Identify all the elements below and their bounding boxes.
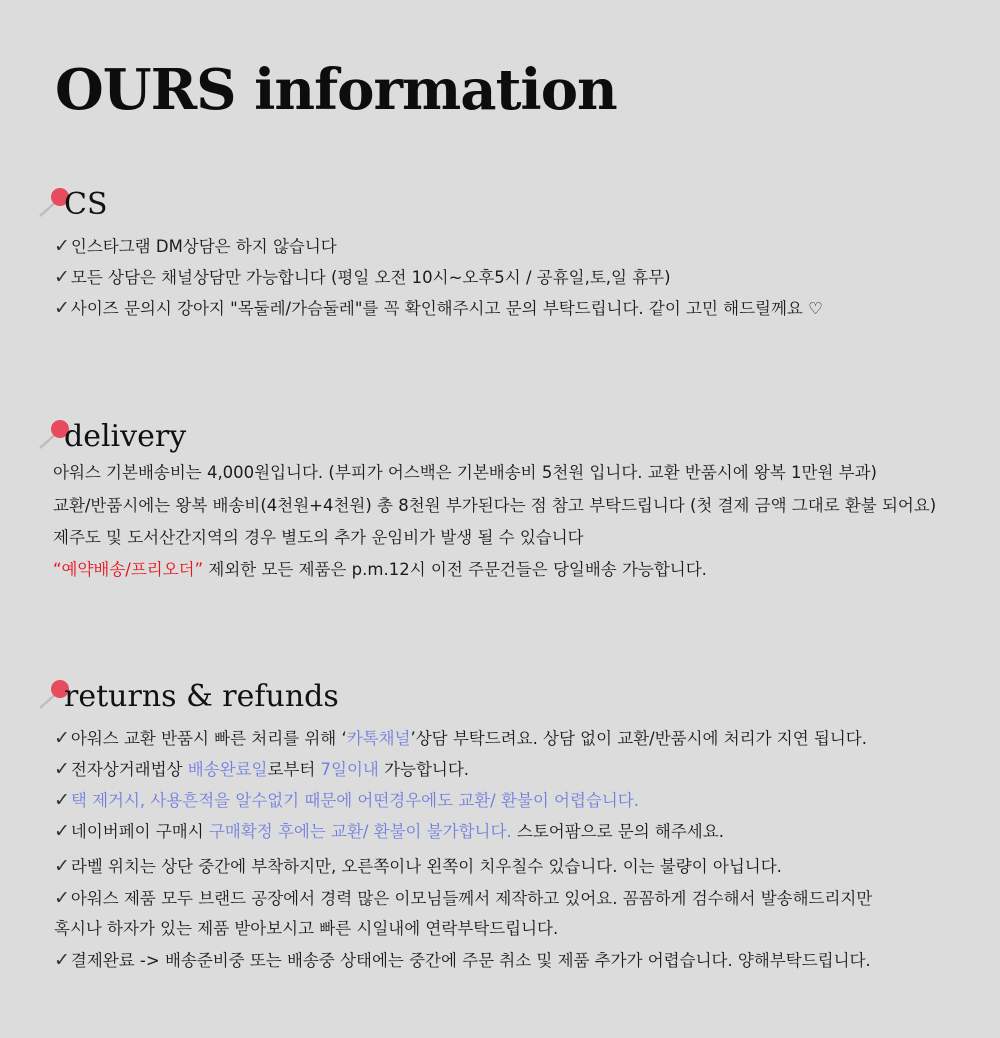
check-icon: ✓	[54, 235, 70, 257]
kakao-channel-text: 카톡채널	[346, 729, 411, 748]
text-line: 아워스 기본배송비는 4,000원입니다. (부피가 어스백은 기본배송비 5천원 입니다. 교환 반품시에 왕복 1만원 부과)	[53, 463, 877, 482]
list-item: ✓인스타그램 DM상담은 하지 않습니다	[54, 235, 337, 257]
highlight-text: “예약배송/프리오더”	[53, 560, 204, 579]
text-line: 제주도 및 도서산간지역의 경우 별도의 추가 운임비가 발생 될 수 있습니다	[53, 528, 584, 547]
text-line: “예약배송/프리오더” 제외한 모든 제품은 p.m.12시 이전 주문건들은 당일배송 가능합니다.	[53, 560, 707, 579]
check-icon: ✓	[54, 855, 70, 877]
list-item: ✓모든 상담은 채널상담만 가능합니다 (평일 오전 10시~오후5시 / 공휴일,토,일 휴무)	[54, 266, 671, 288]
list-item: ✓아워스 제품 모두 브랜드 공장에서 경력 많은 이모님들께서 제작하고 있어요. 꼼꼼하게 검수해서 발송해드리지만	[54, 887, 873, 909]
list-item: ✓전자상거래법상 배송완료일로부터 7일이내 가능합니다.	[54, 758, 470, 780]
check-icon: ✓	[54, 949, 70, 971]
page-title: OURS information	[55, 57, 617, 123]
list-item: ✓사이즈 문의시 강아지 "목둘레/가슴둘레"를 꼭 확인해주시고 문의 부탁드립니다. 같이 고민 해드릴께요 ♡	[54, 297, 823, 319]
check-icon: ✓	[54, 789, 70, 811]
check-icon: ✓	[54, 266, 70, 288]
list-item: ✓아워스 교환 반품시 빠른 처리를 위해 ‘카톡채널’상담 부탁드려요. 상담 없이 교환/반품시에 처리가 지연 됩니다.	[54, 727, 867, 749]
text-line: 교환/반품시에는 왕복 배송비(4천원+4천원) 총 8천원 부가된다는 점 참고 부탁드립니다 (첫 결제 금액 그대로 환불 되어요)	[53, 496, 937, 515]
section-title: delivery	[64, 419, 187, 454]
check-icon: ✓	[54, 297, 70, 319]
check-icon: ✓	[54, 887, 70, 909]
check-icon: ✓	[54, 820, 70, 842]
list-item-continuation: 혹시나 하자가 있는 제품 받아보시고 빠른 시일내에 연락부탁드립니다.	[54, 919, 559, 938]
section-title: returns & refunds	[64, 679, 339, 714]
check-icon: ✓	[54, 758, 70, 780]
list-item: ✓라벨 위치는 상단 중간에 부착하지만, 오른쪽이나 왼쪽이 치우칠수 있습니다. 이는 불량이 아닙니다.	[54, 855, 782, 877]
list-item: ✓택 제거시, 사용흔적을 알수없기 때문에 어떤경우에도 교환/ 환불이 어렵습니다.	[54, 789, 639, 811]
list-item: ✓네이버페이 구매시 구매확정 후에는 교환/ 환불이 불가합니다. 스토어팜으로 문의 해주세요.	[54, 820, 724, 842]
section-title: CS	[64, 187, 108, 222]
check-icon: ✓	[54, 727, 70, 749]
list-item: ✓결제완료 -> 배송준비중 또는 배송중 상태에는 중간에 주문 취소 및 제품 추가가 어렵습니다. 양해부탁드립니다.	[54, 949, 871, 971]
